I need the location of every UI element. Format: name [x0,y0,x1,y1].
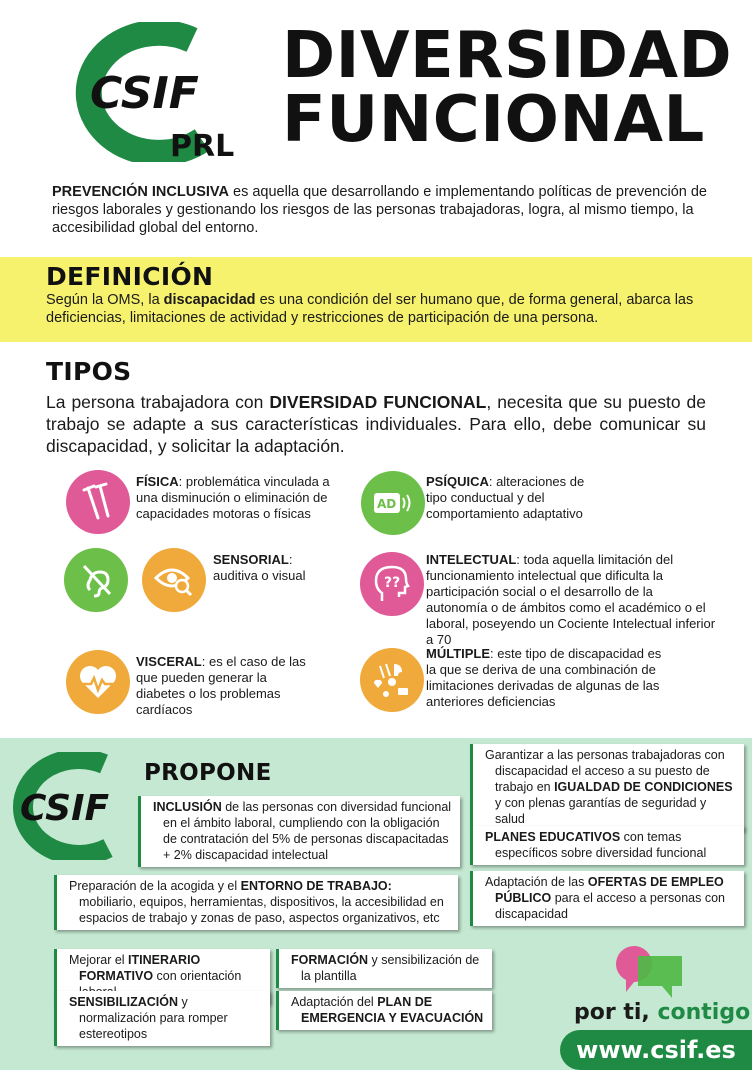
formacion-bold: FORMACIÓN [291,953,369,967]
tipo-visceral-name: VISCERAL [136,654,202,669]
head-question-icon [360,552,424,616]
intro-paragraph [52,183,722,237]
title-line-2: FUNCIONAL [282,83,705,157]
tipo-visceral [136,654,314,718]
intro-text: es aquella que desarrollando e implementando políticas de prevención de riesgos laborales y gestionando los riesgos de las personas trabajadoras, logra, al mismo tiempo, la accesibilidad global del entorno. [52,184,707,236]
propone-emergencia [276,991,492,1030]
crutches-icon [66,470,130,534]
definition-text [46,291,741,327]
ofertas-bold: OFERTAS DE EMPLEO PÚBLICO [495,875,724,905]
garantizar-post: y con plenas garantías de seguridad y salud [495,796,707,826]
emergencia-pre: Adaptación del [291,995,378,1009]
propone-garantizar [470,744,744,831]
planes-post: con temas específicos sobre diversidad funcional [495,830,707,860]
definition-bold: discapacidad [163,292,256,308]
tipos-bold: DIVERSIDAD FUNCIONAL [269,392,487,412]
audio-description-icon [361,471,425,535]
hearing-impaired-icon [64,548,128,612]
multiple-icons-icon [360,648,424,712]
heart-pulse-icon [66,650,130,714]
speech-bubbles-icon [612,942,688,1004]
tipo-multiple [426,646,666,710]
propone-logo-text: CSIF [20,788,110,829]
svg-text:AD: AD [377,497,397,511]
tipo-sensorial-text: : auditiva o visual [213,552,306,583]
garantizar-bold: IGUALDAD DE CONDICIONES [554,780,733,794]
tipo-psiquica-name: PSÍQUICA [426,474,489,489]
formacion-post: y sensibilización de la plantilla [301,953,480,983]
logo-sub-text: PRL [170,129,235,162]
intro-bold: PREVENCIÓN INCLUSIVA [52,184,229,200]
tipo-sensorial [213,552,323,584]
propone-ofertas [470,871,744,926]
itinerario-pre: Mejorar el [69,953,129,967]
definition-pre: Según la OMS, la [46,292,164,308]
tipo-multiple-text: : este tipo de discapacidad es la que se deriva de una combinación de limitaciones derivadas de algunas de las anteriores deficiencias [426,646,662,709]
tipo-multiple-name: MÚLTIPLE [426,646,491,661]
tipo-fisica-text: : problemática vinculada a una disminución o eliminación de capacidades motoras o físicas [136,474,330,521]
itinerario-bold: ITINERARIO FORMATIVO [79,953,201,983]
slogan-pre: por ti, [574,1000,658,1025]
sensibilizacion-bold: SENSIBILIZACIÓN [69,995,179,1009]
tipo-intelectual [426,552,716,648]
definition-heading: DEFINICIÓN [46,262,214,291]
propone-inclusion [138,796,460,867]
propone-planes [470,826,744,865]
logo-brand-text: CSIF [90,68,199,119]
tipo-fisica-name: FÍSICA [136,474,179,489]
tipo-intelectual-text: : toda aquella limitación del funcionamiento intelectual que dificulta la participación social o el desarrollo de la autonomía o de ámbitos como el académico o el laboral, poseyendo un Cociente Intelectual inferior a 70 [426,552,716,647]
tipos-intro [46,391,706,457]
website-link[interactable]: www.csif.es [560,1030,752,1070]
eye-zoom-icon [142,548,206,612]
sensibilizacion-post: y normalización para romper estereotipos [79,995,228,1041]
propone-sensibilizacion [54,991,270,1046]
acogida-pre: Preparación de la acogida y el [69,879,241,893]
slogan-em: contigo [657,1000,751,1025]
definition-post: es una condición del ser humano que, de forma general, abarca las deficiencias, limitaciones de actividad y restricciones de participación de una persona. [46,292,694,326]
emergencia-bold: PLAN DE EMERGENCIA Y EVACUACIÓN [301,995,484,1025]
svg-text:??: ?? [384,575,401,591]
planes-bold: PLANES EDUCATIVOS [485,830,621,844]
tipo-psiquica [426,474,601,522]
itinerario-post: con orientación [156,969,242,983]
tipo-psiquica-text: : alteraciones de tipo conductual y del comportamiento adaptativo [426,474,585,521]
propone-formacion [276,949,492,988]
propone-acogida [54,875,458,930]
tipos-pre: La persona trabajadora con [46,392,270,412]
title-line-1: DIVERSIDAD [282,19,733,93]
ofertas-pre: Adaptación de las [485,875,588,889]
slogan [574,1000,750,1025]
tipos-post: , necesita que su puesto de trabajo se adapte a sus características individuales. Para ello, debe comunicar su discapacidad, y solicitar la adaptación. [46,392,707,456]
inclusion-text: de las personas con diversidad funcional en el ámbito laboral, cumpliendo con la obligación de contratación del 5% de personas discapacitadas + 2% discapacidad intelectual [163,800,452,862]
garantizar-pre: Garantizar a las personas trabajadoras con discapacidad el acceso a su puesto de trabajo en [485,748,725,794]
tipos-heading: TIPOS [46,357,132,386]
tipo-intelectual-name: INTELECTUAL [426,552,517,567]
tipo-fisica [136,474,346,522]
csif-logo [6,752,134,860]
csif-prl-logo [52,22,252,162]
inclusion-bold: INCLUSIÓN [153,800,222,814]
ofertas-post: para el acceso a personas con discapacidad [495,891,725,921]
acogida-post: mobiliario, equipos, herramientas, dispositivos, la accesibilidad en espacios de trabajo y zonas de paso, aspectos organizativos, etc [79,895,444,925]
propone-heading: PROPONE [144,760,272,786]
acogida-bold: ENTORNO DE TRABAJO: [240,879,392,893]
tipo-sensorial-name: SENSORIAL [213,552,289,567]
tipo-visceral-text: : es el caso de las que pueden generar la diabetes o los problemas cardíacos [136,654,306,717]
